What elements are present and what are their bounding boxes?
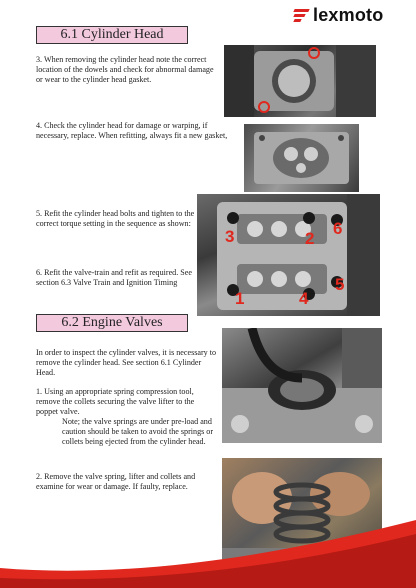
paragraph-inspect-valves: In order to inspect the cylinder valves, it is necessary to remove the cylinder head. See section 6.1 Cylinder Head.: [36, 348, 217, 378]
footer-swoosh: [0, 520, 416, 588]
paragraph-refit-bolts: 5. Refit the cylinder head bolts and tighten to the correct torque setting in the sequence as shown:: [36, 209, 195, 229]
section-title-engine-valves: 6.2 Engine Valves: [36, 314, 188, 332]
paragraph-remove-collets: 1. Using an appropriate spring compression tool, remove the collets securing the valve lifter to the poppet valve.: [36, 387, 195, 417]
paragraph-dowels: 3. When removing the cylinder head note the correct location of the dowels and check for abnormal damage or wear to the cylinder head gasket.: [36, 55, 214, 85]
cylinder-head-underside-photo: [244, 124, 359, 192]
logo-text: lexmoto: [313, 4, 384, 25]
valve-spring-compressor-photo: [222, 328, 382, 443]
torque-seq-5: 5: [335, 275, 345, 294]
torque-seq-4: 4: [299, 289, 309, 308]
paragraph-check-warping: 4. Check the cylinder head for damage or warping, if necessary, replace. When refitting, always fit a new gasket,: [36, 121, 228, 141]
logo-wing-icon: [294, 8, 310, 22]
paragraph-remove-spring: 2. Remove the valve spring, lifter and collets and examine for wear or damage. If faulty, replace.: [36, 472, 196, 492]
torque-seq-1: 1: [235, 289, 245, 308]
section-title-cylinder-head: 6.1 Cylinder Head: [36, 26, 188, 44]
note-springs-text: Note; the valve springs are under pre-load and caution should be taken to avoid the springs or collets being ejected from the cylinder head.: [62, 417, 214, 447]
torque-seq-6: 6: [333, 219, 343, 238]
cylinder-head-dowels-photo: [224, 45, 376, 117]
torque-sequence-photo: [197, 194, 380, 316]
torque-seq-2: 2: [305, 229, 315, 248]
lexmoto-logo: [294, 4, 410, 26]
paragraph-note-springs: [36, 417, 218, 448]
torque-seq-3: 3: [225, 227, 235, 246]
paragraph-refit-valve-train: 6. Refit the valve-train and refit as required. See section 6.3 Valve Train and Ignition Timing: [36, 268, 192, 288]
